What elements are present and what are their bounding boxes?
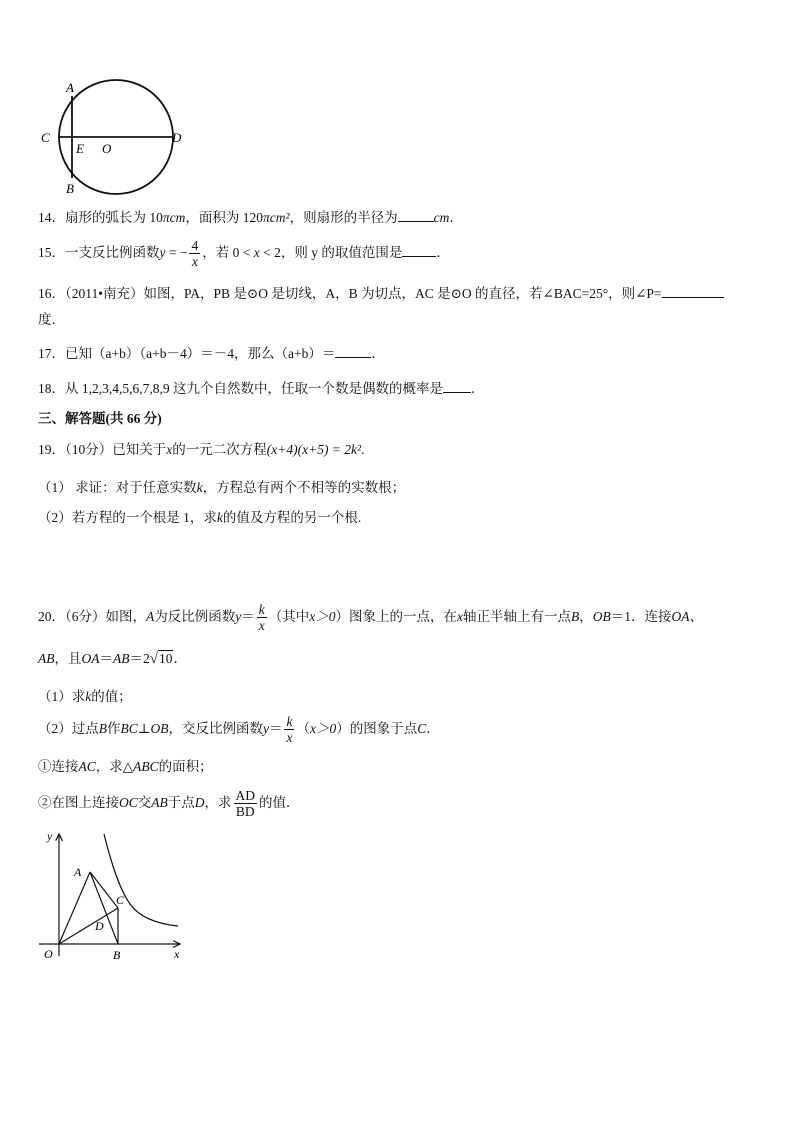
label-b: B bbox=[66, 181, 74, 196]
answer-blank[interactable] bbox=[662, 283, 724, 298]
circle-figure bbox=[38, 78, 188, 200]
segment-ac bbox=[90, 872, 118, 908]
label-o: O bbox=[102, 141, 112, 156]
label-a: A bbox=[74, 865, 82, 879]
question-16-line2: 度． bbox=[38, 312, 65, 327]
answer-blank[interactable] bbox=[402, 242, 436, 257]
question-19-part1: （1） 求证：对于任意实数k，方程总有两个不相等的实数根； bbox=[38, 480, 406, 495]
question-20-part1: （1）求k的值； bbox=[38, 689, 132, 704]
hyperbola-curve bbox=[104, 834, 178, 926]
fraction: $\frac{4}{x}$ bbox=[191, 238, 199, 270]
graph-figure bbox=[38, 826, 188, 966]
label-c: C bbox=[41, 130, 50, 145]
question-17: 17．已知（a+b）（a+b－4）＝－4，那么（a+b）＝ ． bbox=[38, 343, 385, 363]
label-x: x bbox=[174, 947, 180, 961]
fraction: $\frac{k}{x}$ bbox=[286, 714, 293, 746]
label-c: C bbox=[116, 893, 125, 907]
label-o: O bbox=[44, 947, 53, 961]
question-18: 18．从 1,2,3,4,5,6,7,8,9 这九个自然数中，任取一个数是偶数的概率是 ． bbox=[38, 378, 485, 398]
question-20: 20．（6分）如图，A为反比例函数y＝ $\frac{k}{x}$ （其中x＞0）图象上的一点，在x轴正半轴上有一点B，OB＝1．连接OA、 bbox=[38, 602, 703, 634]
question-14: 14．扇形的弧长为 10πcm，面积为 120πcm²，则扇形的半径为 cm． bbox=[38, 207, 463, 227]
question-19: 19．（10分）已知关于x的一元二次方程(x+4)(x+5) = 2k². bbox=[38, 442, 365, 457]
question-16-line1: 16．（2011•南充）如图，PA，PB 是⊙O 是切线，A，B 为切点，AC 是⊙O 的直径，若∠BAC=25°，则∠P= bbox=[38, 283, 724, 303]
answer-blank[interactable] bbox=[443, 378, 471, 393]
label-a: A bbox=[66, 80, 74, 95]
answer-blank[interactable] bbox=[398, 207, 434, 222]
question-20-part2: （2）过点B作BC⊥OB，交反比例函数y＝ $\frac{k}{x}$ （x＞0）的图象于点C． bbox=[38, 714, 440, 746]
segment-ab bbox=[90, 872, 118, 944]
question-19-part2: （2）若方程的一个根是 1，求k的值及方程的另一个根. bbox=[38, 510, 362, 525]
label-d: D bbox=[172, 130, 182, 145]
question-20-sub1: ①连接AC，求△ABC的面积； bbox=[38, 759, 213, 774]
segment-oc bbox=[59, 908, 118, 944]
answer-blank[interactable] bbox=[335, 343, 371, 358]
question-15: 15．一支反比例函数y = − $\frac{4}{x}$ ，若 0 < x < 2，则 y 的取值范围是 ． bbox=[38, 238, 450, 270]
fraction: $\frac{AD}{BD}$ bbox=[235, 788, 256, 820]
question-20-line2: AB，且OA＝AB＝2√10． bbox=[38, 651, 187, 667]
segment-oa bbox=[59, 872, 90, 944]
label-d: D bbox=[95, 919, 104, 933]
fraction: $\frac{k}{x}$ bbox=[258, 602, 265, 634]
label-e: E bbox=[76, 141, 84, 156]
question-20-sub2: ②在图上连接OC交AB于点D，求 $\frac{AD}{BD}$ 的值． bbox=[38, 788, 300, 820]
sqrt-sign: √ bbox=[149, 651, 158, 667]
label-b: B bbox=[113, 948, 121, 962]
label-y: y bbox=[47, 829, 53, 843]
section-heading: 三、解答题(共 66 分) bbox=[38, 411, 162, 426]
